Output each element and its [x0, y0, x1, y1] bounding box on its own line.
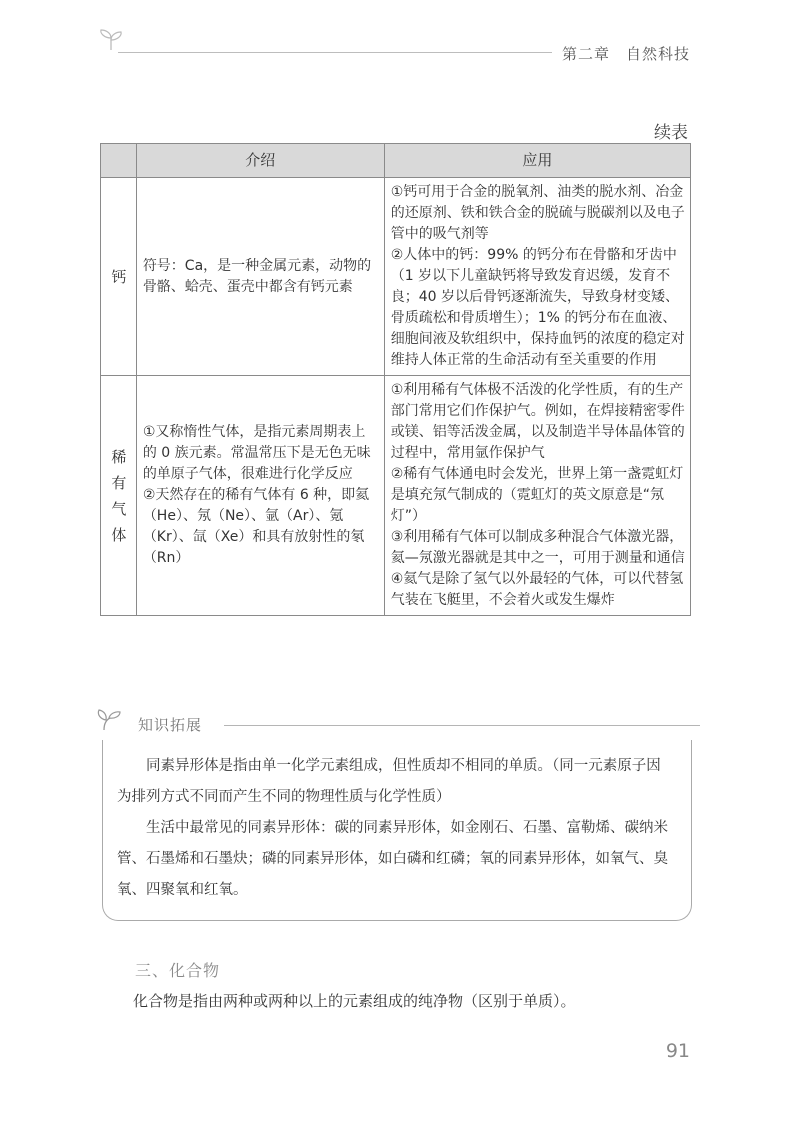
table-header-row [101, 144, 691, 178]
column-header-application: 应用 [384, 144, 690, 178]
section-body-text: 化合物是指由两种或两种以上的元素组成的纯净物（区别于单质）。 [133, 992, 576, 1010]
noble-gas-name: 稀有气体 [111, 447, 127, 544]
chapter-title: 第二章 自然科技 [552, 43, 690, 64]
calcium-application [384, 178, 690, 376]
row-label-noble-gas [101, 376, 137, 616]
extension-paragraph-2: 生活中最常见的同素异形体：碳的同素异形体，如金刚石、石墨、富勒烯、碳纳米管、石墨烯和石墨炔；磷的同素异形体，如白磷和红磷；氧的同素异形体，如氧气、臭氧、四聚氧和红氧。 [117, 820, 668, 898]
calcium-app-2: ②人体中的钙：99% 的钙分布在骨骼和牙齿中（1 岁以下儿童缺钙将导致发育迟缓，发育不良；40 岁以后骨钙逐渐流失，导致身材变矮、骨质疏松和骨质增生）；1% 的钙分布在血液、细胞间液及软组织中，保持血钙的浓度的稳定对维持人体正常的生命活动有至关重要的作用 [390, 247, 685, 368]
extension-title: 知识拓展 [138, 716, 203, 734]
page-number: 91 [665, 1040, 690, 1062]
calcium-intro: 符号：Ca，是一种金属元素，动物的骨骼、蛤壳、蛋壳中都含有钙元素 [136, 178, 384, 376]
noble-gas-app-1: ①利用稀有气体极不活泼的化学性质，有的生产部门常用它们作保护气。例如，在焊接精密零件或镁、铝等活泼金属，以及制造半导体晶体管的过程中，常用氩作保护气 [390, 382, 685, 461]
noble-gas-intro [136, 376, 384, 616]
calcium-app-1: ①钙可用于合金的脱氧剂、油类的脱水剂、冶金的还原剂、铁和铁合金的脱硫与脱碳剂以及电子管中的吸气剂等 [390, 184, 685, 242]
noble-gas-application [384, 376, 690, 616]
table-row [101, 178, 691, 376]
section-heading: 三、化合物 [135, 961, 221, 980]
extension-box [102, 740, 692, 921]
noble-gas-app-2: ②稀有气体通电时会发光，世界上第一盏霓虹灯是填充氖气制成的（霓虹灯的英文原意是“氖灯”） [390, 466, 684, 524]
extension-rule [224, 725, 700, 726]
sprout-icon [96, 708, 126, 732]
noble-gas-app-3: ③利用稀有气体可以制成多种混合气体激光器，氦—氖激光器就是其中之一，可用于测量和通信 [390, 529, 685, 566]
extension-paragraph-1: 同素异形体是指由单一化学元素组成，但性质却不相同的单质。（同一元素原子因为排列方式不同而产生不同的物理性质与化学性质） [117, 758, 661, 805]
sprout-icon [96, 28, 126, 52]
noble-gas-intro-2: ②天然存在的稀有气体有 6 种，即氦（He）、氖（Ne）、氩（Ar）、氪（Kr）、氙（Xe）和具有放射性的氡（Rn） [142, 487, 370, 566]
noble-gas-intro-1: ①又称惰性气体，是指元素周期表上的 0 族元素。常温常压下是无色无味的单原子气体，很难进行化学反应 [142, 424, 371, 482]
corner-cell [101, 144, 137, 178]
extension-header [96, 708, 700, 738]
column-header-intro: 介绍 [136, 144, 384, 178]
table-continued-label: 续表 [654, 123, 688, 143]
noble-gas-app-4: ④氦气是除了氢气以外最轻的气体，可以代替氢气装在飞艇里，不会着火或发生爆炸 [390, 571, 684, 608]
element-table [100, 143, 691, 616]
table-row [101, 376, 691, 616]
row-label-calcium: 钙 [101, 178, 137, 376]
